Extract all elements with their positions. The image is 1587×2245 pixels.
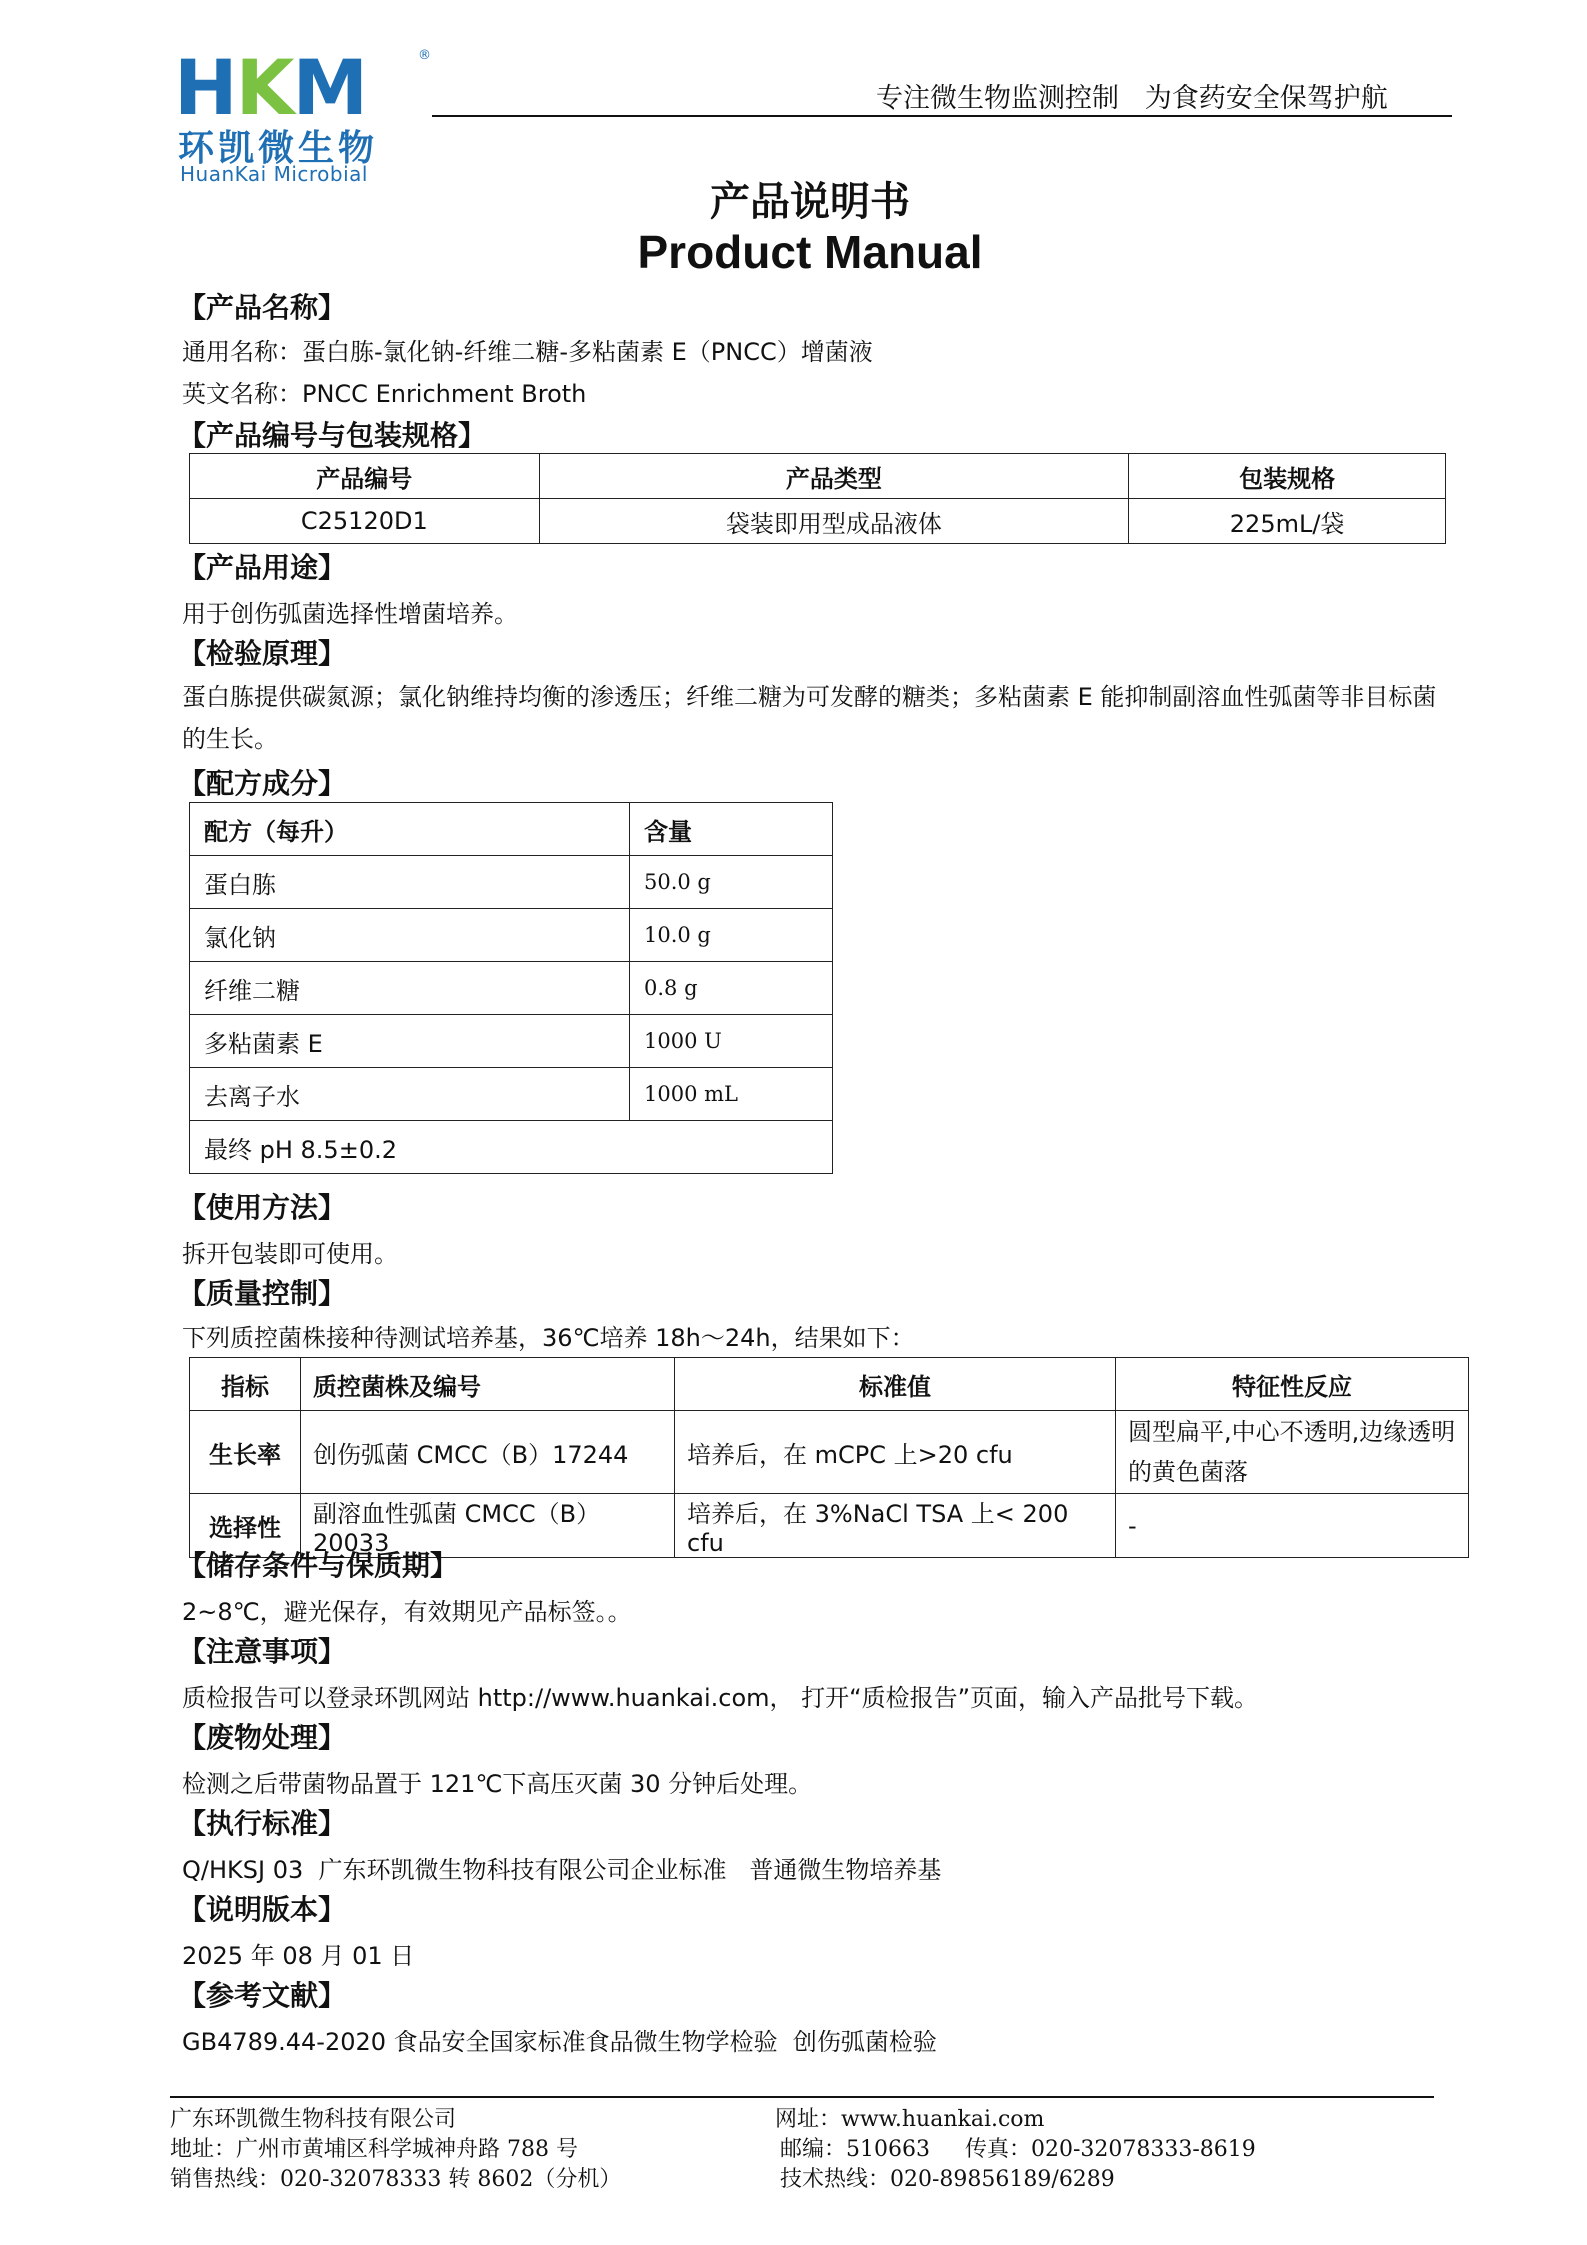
footer-tech: 技术热线：020-89856189/6289 — [780, 2167, 1115, 2192]
section-heading-standard: 【执行标准】 — [178, 1807, 347, 1840]
ingredient-name: 多粘菌素 E — [190, 1015, 630, 1068]
table-header-row — [190, 454, 1446, 499]
references-text: GB4789.44-2020 食品安全国家标准食品微生物学检验 创伤弧菌检验 — [182, 2028, 937, 2056]
ingredient-amount: 50.0 g — [630, 856, 833, 909]
table-row — [190, 1411, 1469, 1494]
common-name: 通用名称：蛋白胨-氯化钠-纤维二糖-多粘菌素 E（PNCC）增菌液 — [182, 338, 873, 366]
ingredient-name: 去离子水 — [190, 1068, 630, 1121]
qc-reaction: 圆型扁平,中心不透明,边缘透明的黄色菌落 — [1116, 1411, 1469, 1494]
product-type: 袋装即用型成品液体 — [539, 499, 1129, 544]
logo-chinese-name: 环凯微生物 — [178, 128, 379, 169]
table-row — [190, 1015, 833, 1068]
table-header-cell: 质控菌株及编号 — [301, 1358, 675, 1411]
final-ph: 最终 pH 8.5±0.2 — [190, 1121, 833, 1174]
logo-english-name: HuanKai Microbial — [180, 162, 368, 186]
table-row — [190, 1068, 833, 1121]
table-header-row — [190, 1358, 1469, 1411]
standard-text: Q/HKSJ 03 广东环凯微生物科技有限公司企业标准 普通微生物培养基 — [182, 1856, 942, 1884]
qc-intro: 下列质控菌株接种待测试培养基，36℃培养 18h～24h，结果如下： — [182, 1324, 915, 1352]
table-row — [190, 499, 1446, 544]
qc-indicator: 选择性 — [190, 1494, 301, 1558]
ingredient-name: 纤维二糖 — [190, 962, 630, 1015]
english-name: 英文名称：PNCC Enrichment Broth — [182, 380, 587, 408]
section-heading-disposal: 【废物处理】 — [178, 1721, 347, 1754]
section-heading-formula: 【配方成分】 — [178, 767, 347, 800]
section-heading-notes: 【注意事项】 — [178, 1635, 347, 1668]
table-header-cell: 指标 — [190, 1358, 301, 1411]
footer-address: 地址：广州市黄埔区科学城神舟路 788 号 — [170, 2137, 578, 2162]
table-header-cell: 产品类型 — [539, 454, 1129, 499]
ingredient-amount: 1000 mL — [630, 1068, 833, 1121]
ingredient-amount: 10.0 g — [630, 909, 833, 962]
title-chinese: 产品说明书 — [710, 179, 910, 225]
principle-text: 蛋白胨提供碳氮源；氯化钠维持均衡的渗透压；纤维二糖为可发酵的糖类；多粘菌素 E 能抑制副溶血性弧菌等非目标菌的生长。 — [182, 683, 1437, 753]
table-header-row — [190, 803, 833, 856]
logo-hkm-wordmark: HKM — [174, 43, 367, 132]
usage-text: 拆开包装即可使用。 — [182, 1240, 398, 1268]
formula-table — [189, 802, 833, 1174]
notes-text: 质检报告可以登录环凯网站 http://www.huankai.com， 打开“质检报告”页面，输入产品批号下载。 — [182, 1684, 1259, 1712]
table-header-cell: 含量 — [630, 803, 833, 856]
header-slogan: 专注微生物监测控制 为食药安全保驾护航 — [876, 83, 1388, 114]
table-row — [190, 856, 833, 909]
qc-strain: 副溶血性弧菌 CMCC（B）20033 — [301, 1494, 675, 1558]
table-row — [190, 1121, 833, 1174]
company-logo — [170, 43, 431, 186]
version-text: 2025 年 08 月 01 日 — [182, 1942, 415, 1970]
table-header-cell: 产品编号 — [190, 454, 540, 499]
footer-sales: 销售热线：020-32078333 转 8602（分机） — [170, 2167, 622, 2192]
section-heading-principle: 【检验原理】 — [178, 637, 347, 670]
table-row — [190, 962, 833, 1015]
footer-divider — [170, 2096, 1434, 2098]
product-code: C25120D1 — [190, 499, 540, 544]
table-header-cell: 标准值 — [675, 1358, 1116, 1411]
table-header-cell: 配方（每升） — [190, 803, 630, 856]
package-spec: 225mL/袋 — [1129, 499, 1446, 544]
section-heading-package: 【产品编号与包装规格】 — [178, 419, 487, 452]
table-row — [190, 909, 833, 962]
footer-postcode-fax: 邮编：510663 传真：020-32078333-8619 — [780, 2137, 1256, 2162]
ingredient-amount: 1000 U — [630, 1015, 833, 1068]
section-heading-name: 【产品名称】 — [178, 291, 347, 324]
ingredient-amount: 0.8 g — [630, 962, 833, 1015]
qc-standard: 培养后，在 mCPC 上>20 cfu — [675, 1411, 1116, 1494]
footer-website: 网址：www.huankai.com — [775, 2107, 1045, 2132]
storage-text: 2~8℃，避光保存，有效期见产品标签。。 — [182, 1598, 632, 1626]
qc-standard: 培养后，在 3%NaCl TSA 上< 200 cfu — [675, 1494, 1116, 1558]
section-heading-usage: 【使用方法】 — [178, 1191, 347, 1224]
table-header-cell: 特征性反应 — [1116, 1358, 1469, 1411]
section-heading-version: 【说明版本】 — [178, 1893, 347, 1926]
title-english: Product Manual — [637, 226, 983, 278]
disposal-text: 检测之后带菌物品置于 121℃下高压灭菌 30 分钟后处理。 — [182, 1770, 813, 1798]
ingredient-name: 氯化钠 — [190, 909, 630, 962]
header-divider — [432, 115, 1452, 117]
package-table — [189, 453, 1446, 544]
table-header-cell: 包装规格 — [1129, 454, 1446, 499]
registered-mark: ® — [418, 48, 431, 63]
qc-table — [189, 1357, 1469, 1558]
qc-indicator: 生长率 — [190, 1411, 301, 1494]
use-text: 用于创伤弧菌选择性增菌培养。 — [182, 600, 518, 628]
section-heading-qc: 【质量控制】 — [178, 1277, 347, 1310]
qc-reaction: - — [1116, 1494, 1469, 1558]
qc-strain: 创伤弧菌 CMCC（B）17244 — [301, 1411, 675, 1494]
section-heading-use: 【产品用途】 — [178, 551, 347, 584]
section-heading-storage: 【储存条件与保质期】 — [178, 1549, 459, 1582]
section-heading-references: 【参考文献】 — [178, 1979, 347, 2012]
footer-company: 广东环凯微生物科技有限公司 — [170, 2107, 457, 2132]
ingredient-name: 蛋白胨 — [190, 856, 630, 909]
